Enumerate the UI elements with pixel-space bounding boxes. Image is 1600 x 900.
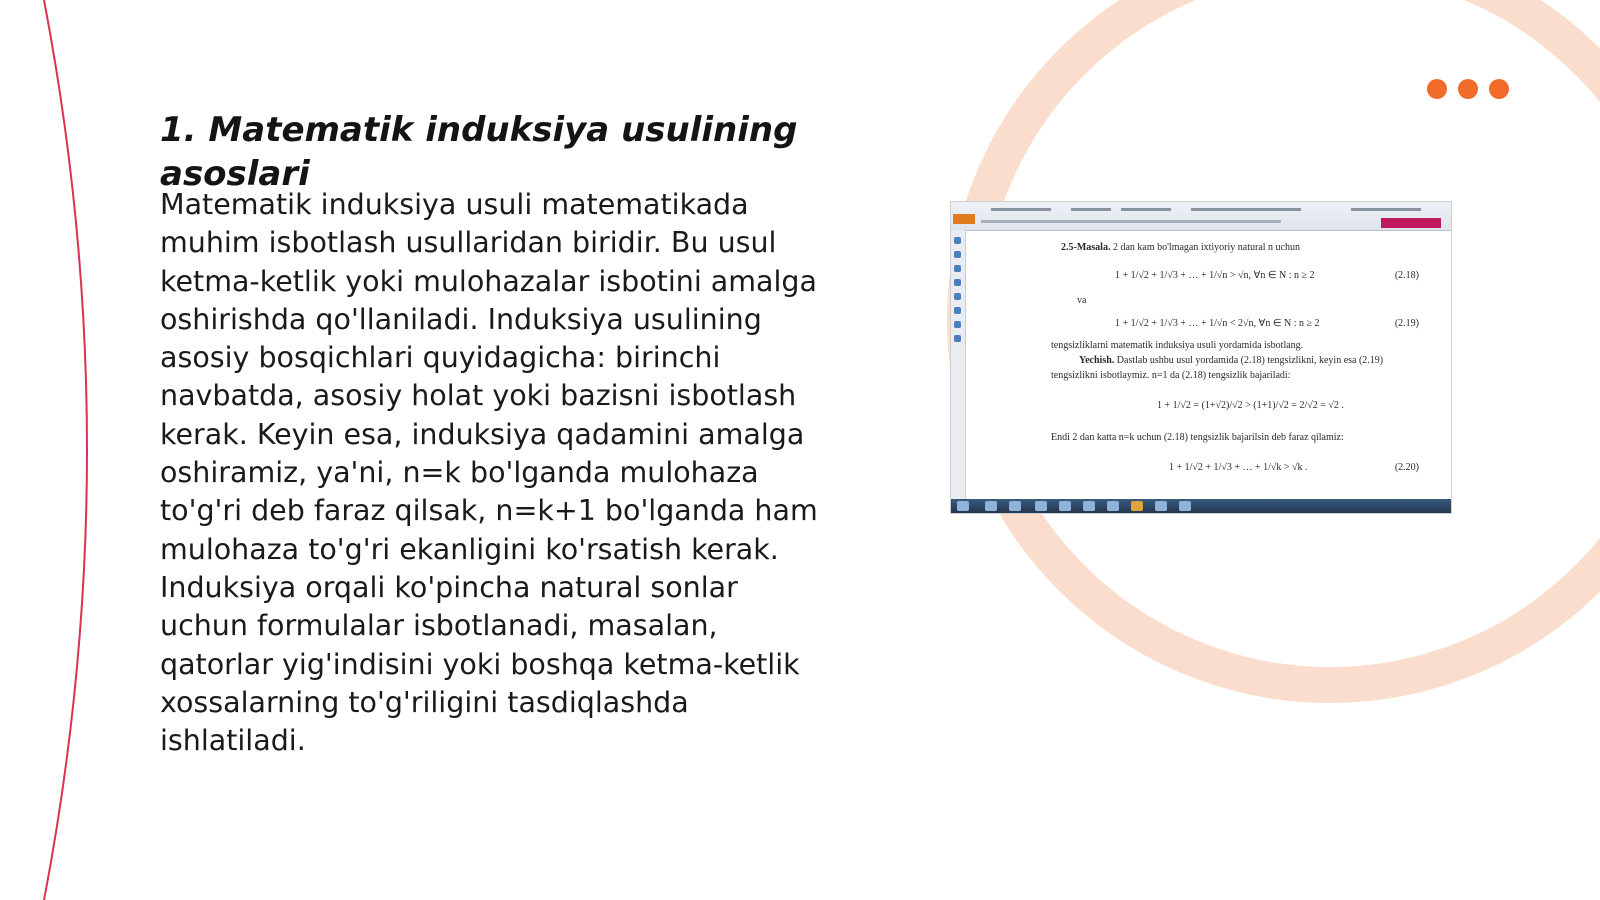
problem-label: 2.5-Masala. — [1061, 242, 1111, 253]
conjunction-text: va — [1077, 295, 1087, 306]
formula-219-number: (2.19) — [1394, 318, 1419, 329]
os-taskbar — [951, 499, 1451, 513]
problem-text: 2 dan kam bo'lmagan ixtiyoriy natural n uchun — [1112, 242, 1300, 253]
app-side-toolbar — [951, 230, 966, 500]
solution-label: Yechish. — [1079, 355, 1115, 366]
dot-icon — [1489, 79, 1509, 99]
formula-219: 1 + 1/√2 + 1/√3 + … + 1/√n < 2√n, ∀n ∈ N : n ≥ 2 — [1115, 318, 1320, 329]
dot-icon — [1427, 79, 1447, 99]
menu-dots — [1427, 79, 1509, 99]
slide-body-text: Matematik induksiya usuli matematikada muhim isbotlash usullaridan biridir. Bu usul ketma-ketlik yoki mulohazalar isbotini amalga oshirishda qo'llaniladi. Induksiya usulining asosiy bosqichlari quyidagicha: birinchi navbatda, asosiy holat yoki bazisni isbotlash kerak. Keyin esa, induksiya qadamini amalga oshiramiz, ya'ni, n=k bo'lganda mulohaza to'g'ri deb faraz qilsak, n=k+1 bo'lganda ham mulohaza to'g'ri ekanligini ko'rsatish kerak. Induksiya orqali ko'pincha natural sonlar uchun formulalar isbotlanadi, masalan, qatorlar yig'indisini yoki boshqa ketma-ketlik xossalarning to'g'riligini tasdiqlashda ishlatiladi. — [160, 188, 818, 758]
text-line: tengsizlikni isbotlaymiz. n=1 da (2.18) tengsizlik bajariladi: — [1051, 370, 1291, 381]
formula-base-case: 1 + 1/√2 = (1+√2)/√2 > (1+1)/√2 = 2/√2 = √2 . — [1157, 400, 1344, 411]
formula-218-number: (2.18) — [1394, 270, 1419, 281]
formula-220: 1 + 1/√2 + 1/√3 + … + 1/√k > √k . — [1169, 462, 1308, 473]
left-red-curve — [44, 0, 87, 900]
text-line: Dastlab ushbu usul yordamida (2.18) tengsizlikni, keyin esa (2.19) — [1116, 355, 1384, 366]
dot-icon — [1458, 79, 1478, 99]
embedded-document-screenshot — [950, 201, 1452, 514]
formula-220-number: (2.20) — [1394, 462, 1419, 473]
text-line: tengsizliklarni matematik induksiya usuli yordamida isbotlang. — [1051, 340, 1304, 351]
app-ribbon — [951, 202, 1451, 231]
slide-title: 1. Matematik induksiya usulining asoslari — [160, 110, 798, 194]
text-line: Endi 2 dan katta n=k uchun (2.18) tengsizlik bajarilsin deb faraz qilamiz: — [1051, 432, 1344, 443]
formula-218: 1 + 1/√2 + 1/√3 + … + 1/√n > √n, ∀n ∈ N : n ≥ 2 — [1115, 270, 1315, 281]
document-page — [967, 232, 1447, 496]
